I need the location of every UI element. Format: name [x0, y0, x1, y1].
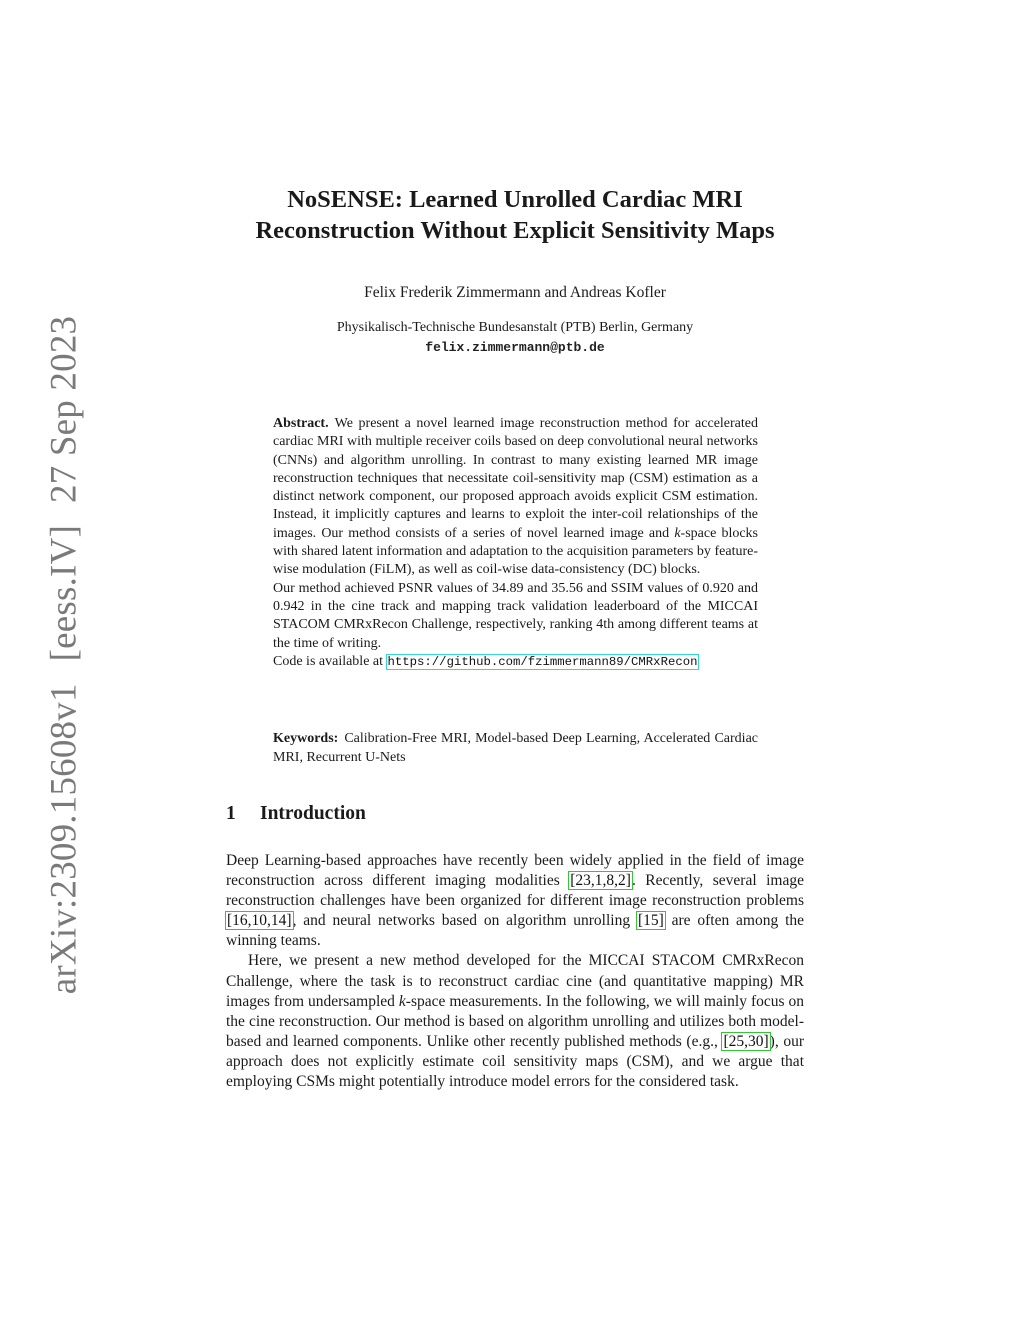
authors: Felix Frederik Zimmermann and Andreas Kofler	[364, 284, 666, 301]
intro-paragraph-2	[226, 951, 804, 1092]
author-email: felix.zimmermann@ptb.de	[425, 340, 605, 355]
intro-paragraph-1	[226, 851, 804, 951]
citation-link[interactable]: [25,30]	[723, 1032, 769, 1050]
title-line-2: Reconstruction Without Explicit Sensitivity Maps	[255, 217, 775, 244]
affiliation: Physikalisch-Technische Bundesanstalt (PTB) Berlin, Germany	[336, 320, 694, 335]
arxiv-stamp	[43, 316, 86, 994]
intro-k-symbol: k	[398, 992, 406, 1010]
code-repository-link[interactable]: https://github.com/fzimmermann89/CMRxRecon	[387, 654, 698, 669]
paper-title	[200, 184, 830, 246]
abstract-paragraph-1	[273, 415, 758, 580]
intro-p1-text-b: . Recently, several image reconstruction challenges have been organized for different image reconstruction problems	[226, 872, 804, 910]
arxiv-category: [eess.IV]	[43, 524, 85, 662]
section-heading-introduction	[226, 803, 366, 825]
arxiv-date: 27 Sep 2023	[43, 315, 85, 503]
introduction-body	[226, 851, 804, 1092]
abstract	[273, 415, 758, 671]
intro-p2-text-c: ), our approach does not explicitly estimate coil sensitivity maps (CSM), and we argue that employing CSMs might potentially introduce model errors for the considered task.	[226, 1032, 804, 1091]
intro-p1-text-d: are often among the winning teams.	[226, 912, 805, 950]
intro-p1-text-a: Deep Learning-based approaches have recently been widely applied in the field of image reconstruction across different imaging modalities	[226, 852, 804, 890]
arxiv-id: arXiv:2309.15608v1	[43, 683, 85, 995]
intro-p2-text-b: -space measurements. In the following, we will mainly focus on the cine reconstruction. Our method is based on algorithm unrolling and utilizes both model-based and learned components. Unlike other recently published methods (e.g.,	[226, 992, 804, 1050]
citation-link[interactable]: [16,10,14]	[227, 912, 292, 930]
abstract-k-symbol: k	[674, 525, 681, 541]
section-number: 1	[226, 803, 236, 824]
abstract-paragraph-2: Our method achieved PSNR values of 34.89 and 35.56 and SSIM values of 0.920 and 0.942 in the cine track and mapping track validation leaderboard of the MICCAI STACOM CMRxRecon Challenge, respectively, ranking 4th among different teams at the time of writing.	[273, 580, 758, 651]
code-prefix: Code is available at	[273, 653, 387, 669]
keywords	[273, 729, 758, 767]
abstract-code-line	[273, 653, 758, 671]
citation-link[interactable]: [23,1,8,2]	[570, 872, 631, 890]
section-title: Introduction	[260, 803, 366, 824]
keywords-label: Keywords:	[273, 731, 339, 746]
keywords-text: Calibration-Free MRI, Model-based Deep Learning, Accelerated Cardiac MRI, Recurrent U-Nets	[273, 731, 758, 765]
abstract-text-a: We present a novel learned image reconstruction method for accelerated cardiac MRI with multiple receiver coils based on deep convolutional neural networks (CNNs) and algorithm unrolling. In contrast to many existing learned MR image reconstruction techniques that necessitate coil-sensitivity map (CSM) estimation as a distinct network component, our proposed approach avoids explicit CSM estimation. Instead, it implicitly captures and learns to exploit the inter-coil relationships of the images. Our method consists of a series of novel learned image and	[273, 416, 758, 541]
intro-p1-text-c: , and neural networks based on algorithm unrolling	[292, 912, 637, 930]
citation-link[interactable]: [15]	[637, 912, 664, 930]
title-line-1: NoSENSE: Learned Unrolled Cardiac MRI	[287, 186, 743, 213]
abstract-text-b: -space blocks with shared latent information and adaptation to the acquisition parameters by feature-wise modulation (FiLM), as well as coil-wise data-consistency (DC) blocks.	[273, 525, 758, 578]
abstract-label: Abstract.	[273, 416, 329, 431]
intro-p2-text-a: Here, we present a new method developed for the MICCAI STACOM CMRxRecon Challenge, where the task is to reconstruct cardiac cine (and quantitative mapping) MR images from undersampled	[226, 952, 804, 1010]
